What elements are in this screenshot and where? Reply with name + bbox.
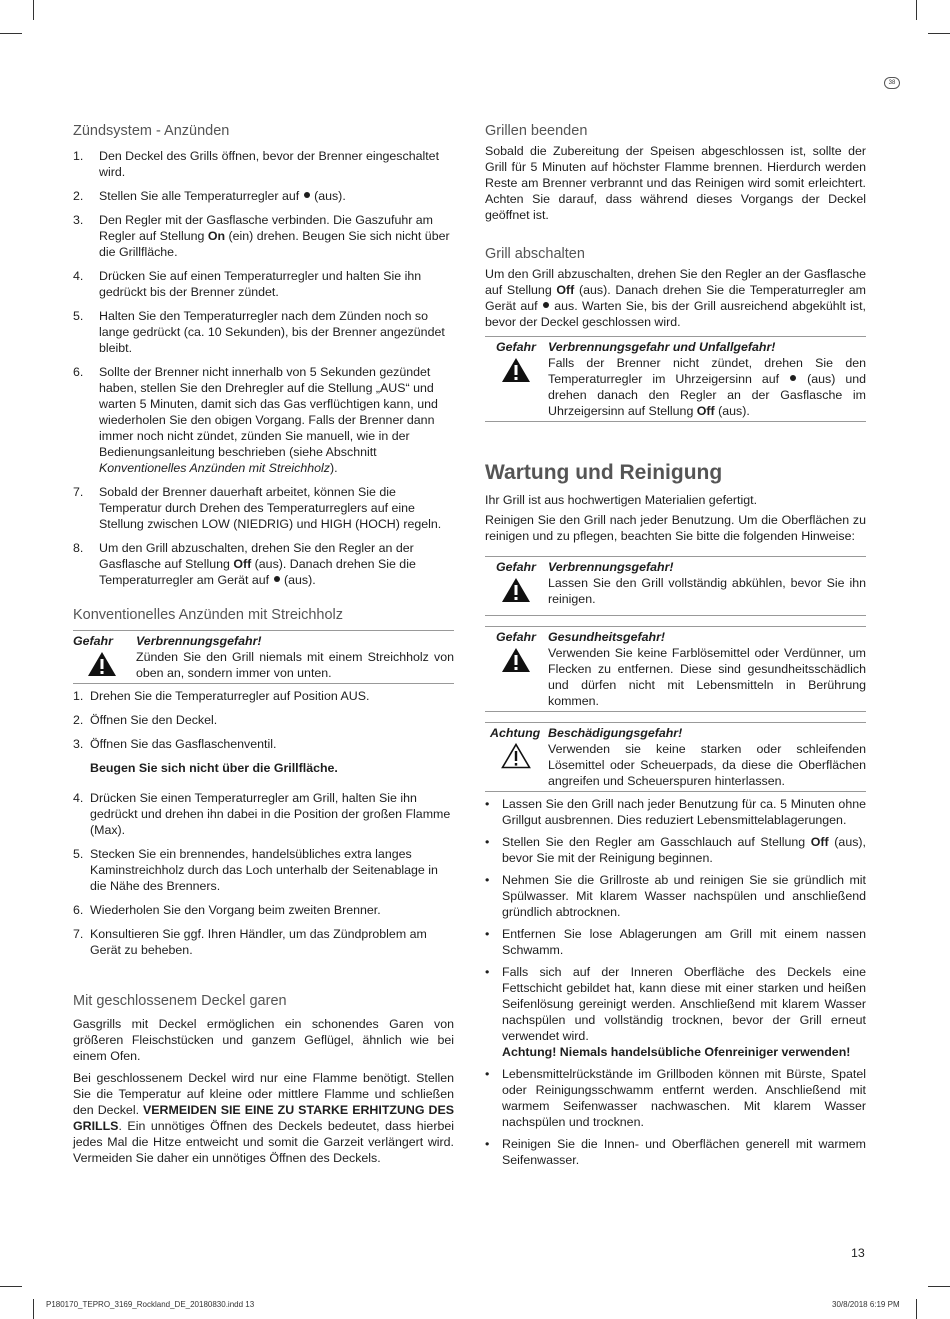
text-part: ). xyxy=(329,461,338,475)
date-slug: 30/8/2018 6:19 PM xyxy=(832,1300,900,1309)
text-part: Entfernen Sie lose Ablagerungen am Grill mit einem nassen Schwamm. xyxy=(502,927,866,957)
bullet-text xyxy=(502,873,866,919)
bullet-icon: • xyxy=(485,1137,490,1151)
finish-section xyxy=(485,122,866,223)
ignition-steps xyxy=(73,148,454,588)
warning-text: Verwenden Sie keine Farblösemittel oder Verdünner, um Flecken zu entfernen. Diese sind gesundheitsschädlich und dürfen nicht mit Lebensmitteln in Berührung kommen. xyxy=(548,646,866,708)
warning-title: Verbrennungsgefahr und Unfallgefahr! xyxy=(548,340,776,354)
bullet-icon: • xyxy=(485,797,490,811)
step-text xyxy=(99,365,438,475)
warning-label: Gefahr xyxy=(496,560,536,574)
step-text: Wiederholen Sie den Vorgang beim zweiten Brenner. xyxy=(90,903,381,917)
match-section xyxy=(73,606,454,958)
caution-triangle-icon xyxy=(501,743,531,769)
warning-title: Verbrennungsgefahr! xyxy=(548,560,674,574)
caution-box xyxy=(485,722,866,792)
lid-text: . Ein unnötiges Öffnen des Deckels bedeutet, dass hierbei jedes Mal die Hitze entweicht und somit die Garzeit verlängert wird. Vermeiden Sie daher ein unnötiges Öffnen des Deckels. xyxy=(73,1119,454,1165)
step-number: 3. xyxy=(73,213,84,227)
step-number: 2. xyxy=(73,189,84,203)
warning-triangle-icon xyxy=(501,647,531,673)
crop-mark xyxy=(0,1286,22,1287)
lid-section xyxy=(73,992,454,1166)
step-number: 1. xyxy=(73,689,84,703)
crop-mark xyxy=(928,1286,950,1287)
off-symbol-icon xyxy=(274,576,280,582)
step-text xyxy=(99,269,421,299)
text-part: (aus), bevor Sie mit der Reinigung beginnen. xyxy=(502,835,866,865)
bullet-text xyxy=(502,927,866,957)
list-item xyxy=(485,1066,866,1130)
list-item xyxy=(73,736,454,752)
maintenance-section xyxy=(485,460,866,1168)
bullet-text xyxy=(502,1067,866,1129)
text-part: Den Deckel des Grills öffnen, bevor der Brenner eingeschaltet wird. xyxy=(99,149,440,179)
list-item xyxy=(73,268,454,300)
list-item xyxy=(485,964,866,1060)
off-text: (aus). Danach drehen Sie die Temperaturregler am Gerät auf xyxy=(485,283,866,313)
step-text: Öffnen Sie das Gasflaschenventil. xyxy=(90,737,277,751)
maintenance-paragraph: Ihr Grill ist aus hochwertigen Materialien gefertigt. xyxy=(485,493,758,507)
list-item xyxy=(73,212,454,260)
warning-box xyxy=(485,336,866,422)
step-number: 1. xyxy=(73,149,84,163)
bullet-text xyxy=(502,965,866,1059)
step-text xyxy=(99,149,439,179)
finish-paragraph: Sobald die Zubereitung der Speisen abgeschlossen ist, sollte der Grill für 5 Minuten auf höchster Flamme brennen. Hierdurch werden Reste am Brenner verbrannt und das Reinigen wird somit erleichtert. Achten Sie darauf, dass während dieses Vorgangs der Deckel geöffnet ist. xyxy=(485,144,866,222)
text-part: Stellen Sie alle Temperaturregler auf xyxy=(99,189,303,203)
bullet-icon: • xyxy=(485,873,490,887)
warning-label: Gefahr xyxy=(496,340,536,354)
off-heading: Grill abschalten xyxy=(485,246,585,262)
emphasis: Off xyxy=(810,835,829,849)
list-item xyxy=(73,148,454,180)
bullet-text xyxy=(502,797,866,827)
crop-mark xyxy=(916,1299,917,1319)
warning-title: Verbrennungsgefahr! xyxy=(136,634,262,648)
step-text xyxy=(99,485,441,531)
list-item xyxy=(73,188,454,204)
off-text: aus. Warten Sie, bis der Grill ausreichend abgekühlt ist, bevor der Deckel geschlossen wird. xyxy=(485,299,866,329)
maintenance-heading: Wartung und Reinigung xyxy=(485,461,723,484)
bullet-icon: • xyxy=(485,927,490,941)
warning-emphasis: Off xyxy=(696,404,715,418)
reference: Konventionelles Anzünden mit Streichholz xyxy=(99,461,330,475)
bullet-icon: • xyxy=(485,965,490,979)
file-slug: P180170_TEPRO_3169_Rockland_DE_20180830.indd 13 xyxy=(46,1300,255,1309)
list-item xyxy=(485,1136,866,1168)
text-part: (aus). Danach drehen Sie die Temperaturregler am Gerät auf xyxy=(99,557,416,587)
step-number: 8. xyxy=(73,541,84,555)
crop-mark xyxy=(928,33,950,34)
list-item xyxy=(73,540,454,588)
warning-box xyxy=(485,556,866,616)
step-number: 5. xyxy=(73,309,84,323)
step-number: 7. xyxy=(73,927,84,941)
text-part: Falls sich auf der Inneren Oberfläche des Deckels eine Fettschicht gebildet hat, kann diese mit einer starken und heißen Seifenlösung gereinigt werden. Anschließend mit klarem Wasser nachspülen und vollständig trocknen, bevor der Grill erneut verwendet wird. xyxy=(502,965,866,1043)
list-item xyxy=(73,712,454,728)
bullet-text xyxy=(502,835,866,865)
warning-text-part: (aus) und drehen danach den Regler an der Gasflasche im Uhrzeigersinn auf Stellung xyxy=(548,372,866,418)
lid-paragraph: Gasgrills mit Deckel ermöglichen ein schonendes Garen von größeren Fleischstücken und ganzem Geflügel, ähnlich wie bei einem Ofen. xyxy=(73,1017,454,1063)
text-part: Lassen Sie den Grill nach jeder Benutzung für ca. 5 Minuten ohne Grillgut ausbrennen. Dies reduziert Lebensmittelablagerungen. xyxy=(502,797,866,827)
warning-box xyxy=(485,626,866,712)
text-part: Nehmen Sie die Grillroste ab und reinigen Sie sie gründlich mit Spülwasser. Mit klarem Wasser nachspülen und anschließend gründlich abtrocknen. xyxy=(502,873,866,919)
list-item xyxy=(485,796,866,828)
warning-triangle-icon xyxy=(501,577,531,603)
off-section xyxy=(485,245,866,422)
bullet-icon: • xyxy=(485,1067,490,1081)
language-badge: 38 xyxy=(884,77,900,89)
text-part: Um den Grill abzuschalten, drehen Sie den Regler an der Gasflasche auf Stellung xyxy=(99,541,414,571)
step-number: 6. xyxy=(73,365,84,379)
list-item xyxy=(485,872,866,920)
lid-emphasis: VERMEIDEN SIE EINE ZU STARKE ERHITZUNG DES GRILLS xyxy=(73,1103,454,1133)
bold-note: Beugen Sie sich nicht über die Grillfläche. xyxy=(90,761,338,775)
cleaning-list xyxy=(485,796,866,1168)
finish-heading: Grillen beenden xyxy=(485,123,588,139)
warning-text: Lassen Sie den Grill vollständig abkühlen, bevor Sie ihn reinigen. xyxy=(548,576,866,606)
list-item xyxy=(73,926,454,958)
caution-label: Achtung xyxy=(490,726,541,740)
ignition-heading: Zündsystem - Anzünden xyxy=(73,123,230,139)
crop-mark xyxy=(33,1299,34,1319)
text-part: Halten Sie den Temperaturregler nach dem Zünden noch so lange gedrückt (ca. 10 Sekunden), bis der Brenner angezündet bleibt. xyxy=(99,309,445,355)
step-number: 5. xyxy=(73,847,84,861)
step-text: Stecken Sie ein brennendes, handelsübliches extra langes Kaminstreichholz durch das Loch unterhalb der Seitenablage in die Nähe des Brenners. xyxy=(90,847,438,893)
text-part: (aus). xyxy=(310,189,346,203)
text-part: Den Regler mit der Gasflasche verbinden. Die Gaszufuhr am Regler auf Stellung xyxy=(99,213,434,243)
list-item xyxy=(73,846,454,894)
emphasis: Achtung! Niemals handelsübliche Ofenreiniger verwenden! xyxy=(502,1045,851,1059)
lid-text: Bei geschlossenem Deckel wird nur eine Flamme benötigt. Stellen Sie die Temperatur auf kleine oder mittlere Flamme und schließen den Deckel. xyxy=(73,1071,454,1117)
off-symbol-icon xyxy=(543,302,549,308)
step-number: 4. xyxy=(73,269,84,283)
off-text: Um den Grill abzuschalten, drehen Sie den Regler an der Gasflasche auf Stellung xyxy=(485,267,866,297)
lid-paragraph xyxy=(73,1070,454,1166)
ignition-section xyxy=(73,122,454,588)
text-part: Reinigen Sie die Innen- und Oberflächen generell mit warmem Seifenwasser. xyxy=(502,1137,866,1167)
bullet-icon: • xyxy=(485,835,490,849)
lid-heading: Mit geschlossenem Deckel garen xyxy=(73,993,287,1009)
warning-box xyxy=(73,630,454,684)
step-text xyxy=(99,189,346,203)
step-text xyxy=(99,213,450,259)
match-steps-continued xyxy=(73,790,454,958)
warning-triangle-icon xyxy=(87,651,117,677)
step-number: 2. xyxy=(73,713,84,727)
text-part: Drücken Sie auf einen Temperaturregler und halten Sie ihn gedrückt bis der Brenner zündet. xyxy=(99,269,422,299)
step-text: Drücken Sie einen Temperaturregler am Grill, halten Sie ihn gedrückt und drehen ihn dabei in die Position der großen Flamme (Max). xyxy=(90,791,451,837)
caution-title: Beschädigungsgefahr! xyxy=(548,726,683,740)
list-item xyxy=(73,308,454,356)
warning-title: Gesundheitsgefahr! xyxy=(548,630,666,644)
right-column xyxy=(485,118,866,1174)
list-item xyxy=(485,926,866,958)
list-item xyxy=(73,484,454,532)
text-part: Lebensmittelrückstände im Grillboden können mit Bürste, Spatel oder Reinigungsschwamm entfernt werden. Anschließend mit warmem Seifenwasser nachwaschen. Mit klarem Wasser nachspülen und trocknen. xyxy=(502,1067,866,1129)
warning-text xyxy=(548,355,866,419)
text-part: Sollte der Brenner nicht innerhalb von 5 Sekunden gezündet haben, stellen Sie den Drehregler auf die Stellung „AUS“ und warten 5 Minuten, damit sich das Gas verflüchtigen kann, und wiederholen Sie den obigen Vorgang. Falls der Brenner dann immer noch nicht zündet, zünden Sie manuell, wie in der Bedienungsanleitung beschrieben (siehe Abschnitt xyxy=(99,365,438,459)
page-number: 13 xyxy=(851,1246,865,1260)
warning-text-part: Falls der Brenner nicht zündet, drehen Sie den Temperaturregler im Uhrzeigersinn auf xyxy=(548,356,866,386)
off-paragraph xyxy=(485,266,866,330)
warning-text-part: (aus). xyxy=(714,404,750,418)
left-column xyxy=(73,118,454,1170)
step-text: Drehen Sie die Temperaturregler auf Position AUS. xyxy=(90,689,370,703)
match-heading: Konventionelles Anzünden mit Streichholz xyxy=(73,607,344,623)
off-symbol-icon xyxy=(790,375,796,381)
step-number: 7. xyxy=(73,485,84,499)
bullet-text xyxy=(502,1137,866,1167)
list-item xyxy=(73,688,454,704)
warning-triangle-icon xyxy=(501,357,531,383)
warning-text: Zünden Sie den Grill niemals mit einem Streichholz von oben an, sondern immer von unten. xyxy=(136,650,454,680)
step-text: Öffnen Sie den Deckel. xyxy=(90,713,218,727)
step-text xyxy=(99,541,416,587)
emphasis: On xyxy=(207,229,226,243)
list-item xyxy=(73,902,454,918)
warning-label: Gefahr xyxy=(73,634,113,648)
step-text: Konsultieren Sie ggf. Ihren Händler, um das Zündproblem am Gerät zu beheben. xyxy=(90,927,427,957)
step-number: 6. xyxy=(73,903,84,917)
step-number: 3. xyxy=(73,737,84,751)
list-item xyxy=(73,790,454,838)
warning-label: Gefahr xyxy=(496,630,536,644)
caution-text: Verwenden sie keine starken oder schleifenden Lösemittel oder Scheuerpads, da diese die Oberflächen angreifen und Scheuerspuren hinterlassen. xyxy=(548,742,866,788)
crop-mark xyxy=(916,0,917,20)
emphasis: Off xyxy=(233,557,252,571)
list-item xyxy=(485,834,866,866)
list-item xyxy=(73,364,454,476)
text-part: Sobald der Brenner dauerhaft arbeitet, können Sie die Temperatur durch Drehen des Temperaturreglers auf eine Stellung zwischen LOW (NIEDRIG) und HIGH (HOCH) regeln. xyxy=(99,485,442,531)
crop-mark xyxy=(33,0,34,20)
text-part: (aus). xyxy=(280,573,316,587)
step-number: 4. xyxy=(73,791,84,805)
text-part: (ein) drehen. Beugen Sie sich nicht über die Grillfläche. xyxy=(99,229,450,259)
text-part: Stellen Sie den Regler am Gasschlauch auf Stellung xyxy=(502,835,811,849)
off-emphasis: Off xyxy=(556,283,575,297)
step-text xyxy=(99,309,445,355)
maintenance-paragraph: Reinigen Sie den Grill nach jeder Benutzung. Um die Oberflächen zu reinigen und zu pflegen, beachten Sie bitte die folgenden Hinweise: xyxy=(485,513,866,543)
off-symbol-icon xyxy=(304,192,310,198)
crop-mark xyxy=(0,33,22,34)
match-steps xyxy=(73,688,454,752)
